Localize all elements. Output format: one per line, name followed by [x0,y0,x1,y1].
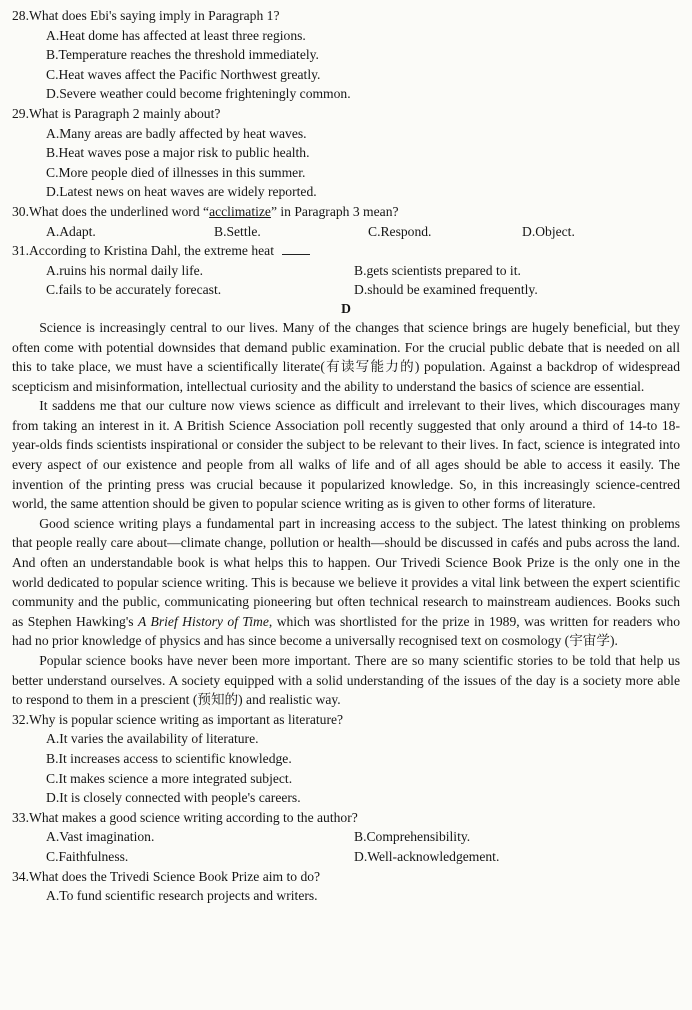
question-32 [12,710,680,808]
option-c: C.Heat waves affect the Pacific Northwest greatly. [46,66,321,82]
question-29 [12,104,680,202]
option-a: A.ruins his normal daily life. [46,262,204,278]
book-title: A Brief History of Time [138,613,269,629]
option-d: D.should be examined frequently. [354,282,538,298]
stem-word: acclimatize [209,203,271,219]
option-c: C.Faithfulness. [46,848,129,864]
question-28 [12,6,680,104]
option-b: B.Settle. [214,223,261,239]
stem-pre: 30.What does the underlined word “ [12,203,210,219]
option-d: D.Severe weather could become frighteningly common. [46,86,351,102]
option-d: D.Latest news on heat waves are widely reported. [46,184,317,200]
option-d: D.Object. [522,223,575,239]
option-a: A.Vast imagination. [46,829,155,845]
option-c: C.fails to be accurately forecast. [46,282,222,298]
section-heading: D [341,300,351,316]
option-b: B.Heat waves pose a major risk to public health. [46,145,310,161]
passage-paragraph-1: Science is increasingly central to our lives. Many of the changes that science brings are hugely beneficial, but they often come with potential downsides that demand public examination. For the crucial public debate that is needed on all this to take place, we must have a scientifically literate(有读写能力的) population. Against a backdrop of widespread scepticism and misinformation, intellectual curiosity and the ability to understand the basics of science are essential. [12,319,680,394]
question-31 [12,241,680,300]
options-row-2 [12,280,680,300]
option-b: B.gets scientists prepared to it. [354,262,521,278]
question-stem: 34.What does the Trivedi Science Book Prize aim to do? [12,868,321,884]
options-row [12,222,680,242]
stem-post: ” in Paragraph 3 mean? [270,203,399,219]
question-stem [12,241,680,261]
option-d: D.Well-acknowledgement. [354,848,500,864]
option-a: A.Adapt. [46,223,96,239]
passage-paragraph-4: Popular science books have never been more important. There are so many scientific stories to be told that help us better understand ourselves. A society equipped with a solid understanding of the issues of the day is a society more able to respond to them in a prescient (预知的) and realistic way. [12,653,680,708]
options-row-2 [12,847,680,867]
options-row-1 [12,261,680,281]
option-a: A.Heat dome has affected at least three regions. [46,27,306,43]
question-stem [12,202,680,222]
option-a: A.It varies the availability of literature. [46,731,259,747]
stem-text: 31.According to Kristina Dahl, the extreme heat [12,243,274,259]
option-c: C.Respond. [368,223,432,239]
option-c: C.It makes science a more integrated subject. [46,770,293,786]
option-b: B.It increases access to scientific knowledge. [46,750,292,766]
question-stem: 32.Why is popular science writing as important as literature? [12,711,344,727]
option-b: B.Comprehensibility. [354,829,471,845]
question-stem: 28.What does Ebi's saying imply in Paragraph 1? [12,8,280,23]
answer-blank [282,244,310,255]
option-c: C.More people died of illnesses in this summer. [46,164,306,180]
option-b: B.Temperature reaches the threshold immediately. [46,47,319,63]
passage-paragraph-3: Good science writing plays a fundamental part in increasing access to the subject. The latest thinking on problems that people really care about—climate change, pollution or health—should be discussed in cafés and pubs across the land. And often an understandable book is what helps this to happen. Our Trivedi Science Book Prize is the only one in the world dedicated to popular science writing. This is because we believe it provides a vital link between the expert scientific community and the public, communicating pioneering but often technical research to mainstream audiences. Books such as Stephen Hawking's A Brief History of Time, which was shortlisted for the prize in 1989, was written for readers who had no prior knowledge of physics and has since become a universally recognised text on cosmology (宇宙学). [12,515,681,649]
option-a: A.Many areas are badly affected by heat waves. [46,125,307,141]
question-33 [12,808,680,867]
question-34 [12,867,680,906]
options-row-1 [12,827,680,847]
option-d: D.It is closely connected with people's careers. [46,790,301,806]
passage [12,318,680,710]
option-a: A.To fund scientific research projects and writers. [46,888,318,904]
question-stem: 33.What makes a good science writing according to the author? [12,809,358,825]
question-stem: 29.What is Paragraph 2 mainly about? [12,105,221,121]
question-30 [12,202,680,241]
passage-paragraph-2: It saddens me that our culture now views science as difficult and irrelevant to their lives, which discourages many from taking an interest in it. A British Science Association poll recently suggested that only around a third of 14-to 18-year-olds finds scientists inspirational or consider the subject to be relevant to their lives. In fact, science is integrated into every aspect of our existence and people from all walks of life and of all ages should be able to access it easily. The invention of the printing press was crucial because it popularized knowledge. So, in this increasingly science-centred world, the same attention should be given to popular science writing as is given to other forms of literature. [12,398,680,512]
